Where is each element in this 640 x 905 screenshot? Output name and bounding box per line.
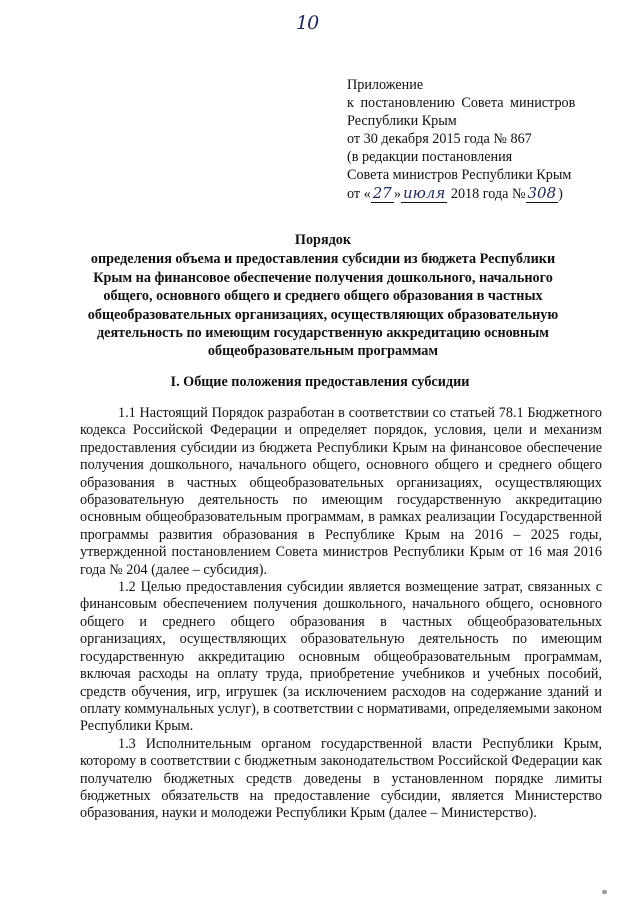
page-number: 10	[296, 12, 319, 34]
date-close: )	[558, 186, 563, 202]
document-title	[78, 231, 568, 361]
paragraph-1-1: 1.1 Настоящий Порядок разработан в соответствии со статьей 78.1 Бюджетного кодекса Российской Федерации и определяет порядок, условия, цели и механизм предоставления субсидии из бюджета Республики Крым на финансовое обеспечение получения дошкольного, начального общего, основного общего и среднего общего образования в частных общеобразовательных организациях, осуществляющих образовательную деятельность по имеющим государственную аккредитацию основным общеобразовательным программам, в рамках реализации Государственной программы развития образования в Республике Крым на 2016 – 2025 годы, утвержденной постановлением Совета министров Республики Крым от 16 мая 2016 года № 204 (далее – субсидия).	[80, 405, 602, 578]
date-mid: »	[393, 186, 401, 202]
appendix-block	[347, 76, 607, 203]
date-prefix: от «	[347, 186, 371, 202]
title-subtitle: определения объема и предоставления субсидии из бюджета Республики Крым на финансовое обеспечение получения дошкольного, начального общего, основного общего и среднего общего образования в частных общеобразовательных организациях, осуществляющих образовательную деятельность по имеющим государственную аккредитацию основным общеобразовательным программам	[87, 251, 559, 360]
handwritten-month: июля	[402, 184, 446, 202]
appendix-line-title: Приложение	[347, 77, 424, 93]
appendix-line-original-date: от 30 декабря 2015 года № 867	[347, 131, 532, 147]
appendix-line-resolution: к постановлению Совета министров	[347, 95, 576, 111]
title-main: Порядок	[294, 232, 352, 248]
scan-speck	[602, 890, 607, 894]
paragraph-1-3: 1.3 Исполнительным органом государственной власти Республики Крым, которому в соответствии с бюджетным законодательством Российской Федерации как получателю бюджетных средств доведены в установленном порядке лимиты бюджетных обязательств на предоставление субсидии, является Министерство образования, науки и молодежи Республики Крым (далее – Министерство).	[80, 735, 602, 822]
appendix-line-council: Совета министров Республики Крым	[347, 167, 572, 183]
date-year: 2018 года №	[447, 186, 526, 202]
appendix-line-republic: Республики Крым	[347, 113, 457, 129]
section-heading: I. Общие положения предоставления субсидии	[170, 374, 470, 390]
appendix-line-edition: (в редакции постановления	[347, 149, 513, 165]
appendix-line-amendment-date	[347, 184, 607, 203]
handwritten-number: 308	[527, 184, 557, 202]
paragraph-1-2: 1.2 Целью предоставления субсидии является возмещение затрат, связанных с финансовым обеспечением получения дошкольного, начального общего, основного общего и среднего общего образования в частных общеобразовательных организациях, осуществляющих образовательную деятельность по имеющим государственную аккредитацию основным общеобразовательным программам, включая расходы на оплату труда, приобретение учебников и учебных пособий, средств обучения, игр, игрушек (за исключением расходов на содержание зданий и оплату коммунальных услуг), в соответствии с нормативами, определяемыми законом Республики Крым.	[80, 579, 602, 735]
handwritten-day: 27	[372, 184, 392, 202]
document-body	[80, 405, 602, 823]
